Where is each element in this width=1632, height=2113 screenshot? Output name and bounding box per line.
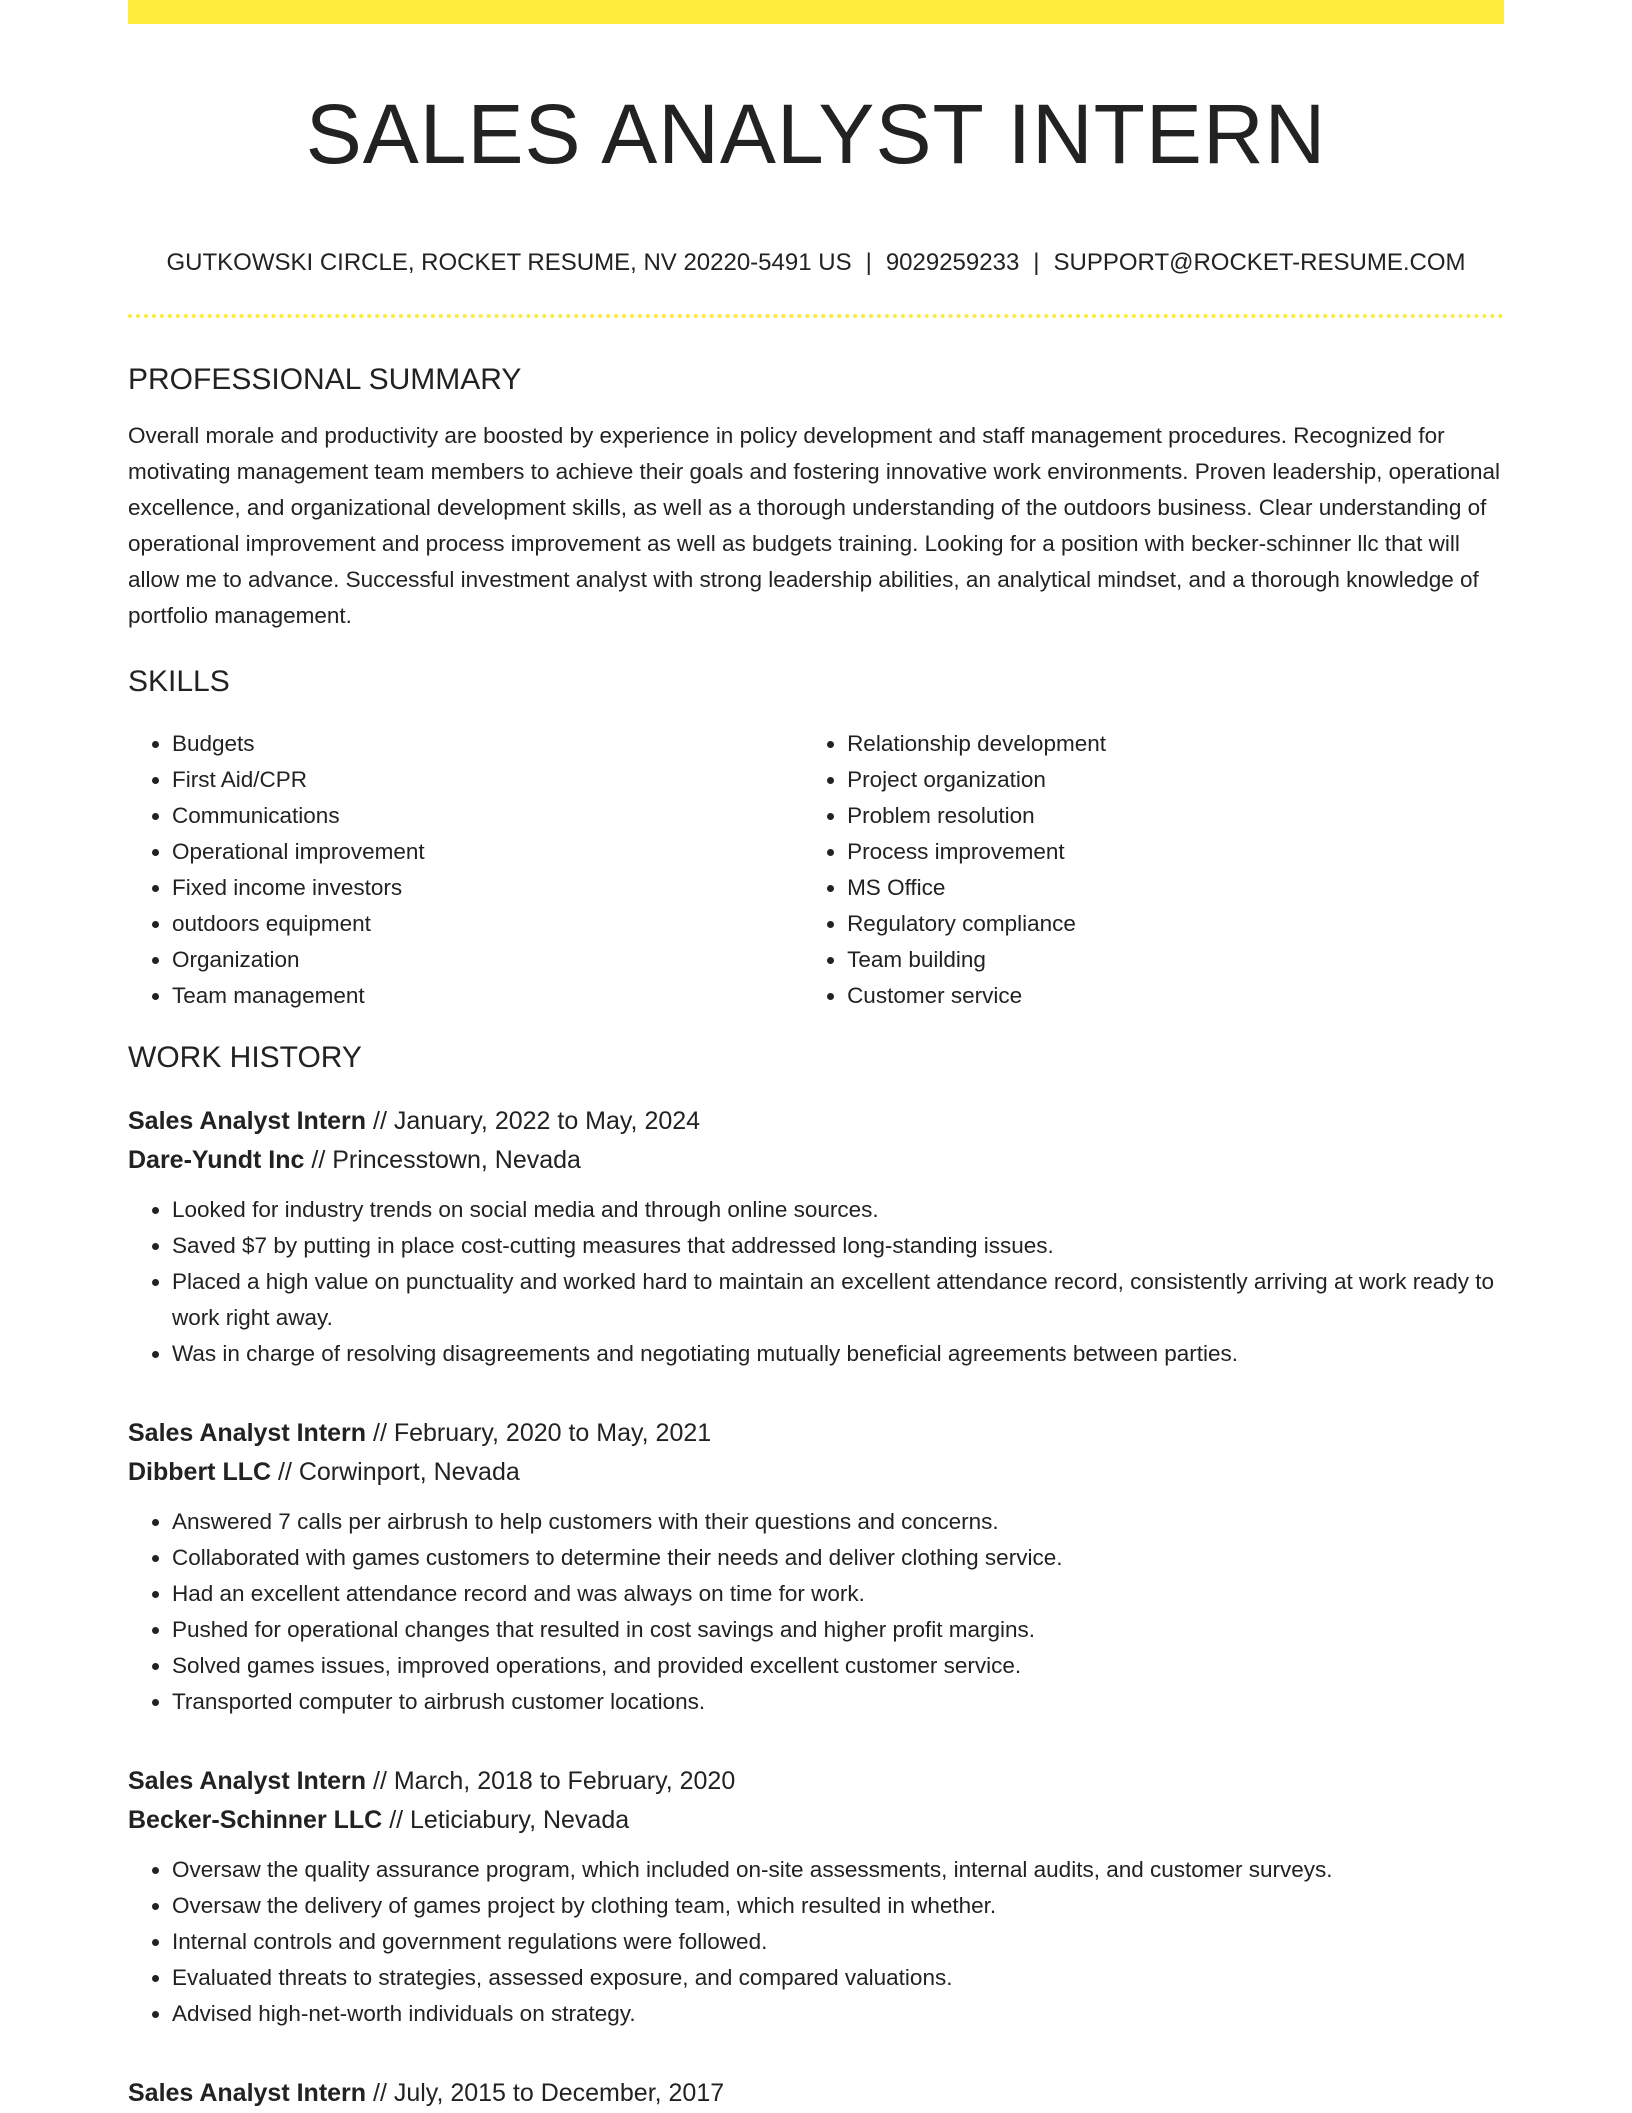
skill-item: • outdoors equipment — [172, 906, 803, 942]
job-company-line — [128, 1453, 1504, 1492]
skill-item: • Operational improvement — [172, 834, 803, 870]
job-bullet: • Oversaw the delivery of games project by clothing team, which resulted in whether. — [172, 1888, 1504, 1924]
summary-heading: PROFESSIONAL SUMMARY — [128, 363, 522, 396]
job-title-line — [128, 2074, 1504, 2113]
job-bullet: • Transported computer to airbrush customer locations. — [172, 1684, 1504, 1720]
job-company: Dibbert LLC — [128, 1458, 272, 1486]
job-bullet: • Advised high-net-worth individuals on strategy. — [172, 1996, 1504, 2032]
job-bullets — [128, 1504, 1504, 1720]
job-bullet: • Answered 7 calls per airbrush to help customers with their questions and concerns. — [172, 1504, 1504, 1540]
job-company: Dare-Yundt Inc — [128, 1146, 305, 1174]
job-role: Sales Analyst Intern — [128, 1767, 367, 1795]
job-company-line — [128, 1801, 1504, 1840]
skills-heading: SKILLS — [128, 665, 230, 698]
skill-item: • Regulatory compliance — [847, 906, 1504, 942]
job-bullet: • Had an excellent attendance record and was always on time for work. — [172, 1576, 1504, 1612]
job-entry — [128, 1102, 1504, 1372]
job-dates: // February, 2020 to May, 2021 — [366, 1419, 712, 1447]
skill-item: • Organization — [172, 942, 803, 978]
job-location: // Corwinport, Nevada — [271, 1458, 520, 1486]
skill-item: • Customer service — [847, 978, 1504, 1014]
job-bullet: • Collaborated with games customers to determine their needs and deliver clothing service. — [172, 1540, 1504, 1576]
skills-column-left — [128, 726, 803, 1014]
job-title-line — [128, 1762, 1504, 1801]
dotted-divider — [128, 314, 1504, 318]
job-bullet: • Pushed for operational changes that resulted in cost savings and higher profit margins. — [172, 1612, 1504, 1648]
job-bullet: • Internal controls and government regulations were followed. — [172, 1924, 1504, 1960]
job-location: // Princesstown, Nevada — [304, 1146, 581, 1174]
job-role: Sales Analyst Intern — [128, 1107, 367, 1135]
resume-page — [128, 0, 1504, 2113]
job-entry — [128, 1762, 1504, 2032]
job-role: Sales Analyst Intern — [128, 1419, 367, 1447]
job-bullet: • Looked for industry trends on social media and through online sources. — [172, 1192, 1504, 1228]
accent-bar — [128, 0, 1504, 24]
job-entry — [128, 1414, 1504, 1720]
skill-item: • MS Office — [847, 870, 1504, 906]
job-company-line — [128, 1141, 1504, 1180]
job-bullet: • Solved games issues, improved operations, and provided excellent customer service. — [172, 1648, 1504, 1684]
email: SUPPORT@ROCKET-RESUME.COM — [1053, 249, 1466, 276]
work-history-heading: WORK HISTORY — [128, 1041, 362, 1074]
skill-item: • First Aid/CPR — [172, 762, 803, 798]
job-location: // Leticiabury, Nevada — [382, 1806, 630, 1834]
job-bullet: • Was in charge of resolving disagreements and negotiating mutually beneficial agreements between parties. — [172, 1336, 1504, 1372]
job-dates: // March, 2018 to February, 2020 — [366, 1767, 736, 1795]
skill-item: • Budgets — [172, 726, 803, 762]
job-bullet: • Evaluated threats to strategies, assessed exposure, and compared valuations. — [172, 1960, 1504, 1996]
skill-item: • Team management — [172, 978, 803, 1014]
job-entry — [128, 2074, 1504, 2113]
skill-item: • Relationship development — [847, 726, 1504, 762]
job-title-line — [128, 1102, 1504, 1141]
skills-column-right — [803, 726, 1504, 1014]
job-bullets — [128, 1192, 1504, 1372]
skill-item: • Fixed income investors — [172, 870, 803, 906]
job-dates: // January, 2022 to May, 2024 — [366, 1107, 701, 1135]
job-role: Sales Analyst Intern — [128, 2079, 367, 2107]
job-dates: // July, 2015 to December, 2017 — [366, 2079, 725, 2107]
separator: | — [865, 249, 872, 276]
job-bullet: • Placed a high value on punctuality and worked hard to maintain an excellent attendance record, consistently arriving at work ready to work right away. — [172, 1264, 1504, 1336]
job-title-line — [128, 1414, 1504, 1453]
skills-list — [128, 726, 1504, 1014]
candidate-name: SALES ANALYST INTERN — [305, 87, 1327, 181]
skill-item: • Project organization — [847, 762, 1504, 798]
job-bullet: • Oversaw the quality assurance program, which included on-site assessments, internal audits, and customer surveys. — [172, 1852, 1504, 1888]
phone: 9029259233 — [885, 249, 1020, 276]
skill-item: • Communications — [172, 798, 803, 834]
job-company: Becker-Schinner LLC — [128, 1806, 383, 1834]
separator: | — [1033, 249, 1040, 276]
contact-line — [128, 248, 1504, 278]
skill-item: • Process improvement — [847, 834, 1504, 870]
skill-item: • Team building — [847, 942, 1504, 978]
skill-item: • Problem resolution — [847, 798, 1504, 834]
job-bullet: • Saved $7 by putting in place cost-cutting measures that addressed long-standing issues. — [172, 1228, 1504, 1264]
summary-text: Overall morale and productivity are boosted by experience in policy development and staff management procedures. Recognized for motivating management team members to achieve their goals and fostering innovative work environments. Proven leadership, operational excellence, and organizational development skills, as well as a thorough understanding of the outdoors business. Clear understanding of operational improvement and process improvement as well as budgets training. Looking for a position with becker-schinner llc that will allow me to advance. Successful investment analyst with strong leadership abilities, an analytical mindset, and a thorough knowledge of portfolio management. — [128, 423, 1500, 628]
address: GUTKOWSKI CIRCLE, ROCKET RESUME, NV 20220-5491 US — [166, 249, 852, 276]
job-bullets — [128, 1852, 1504, 2032]
